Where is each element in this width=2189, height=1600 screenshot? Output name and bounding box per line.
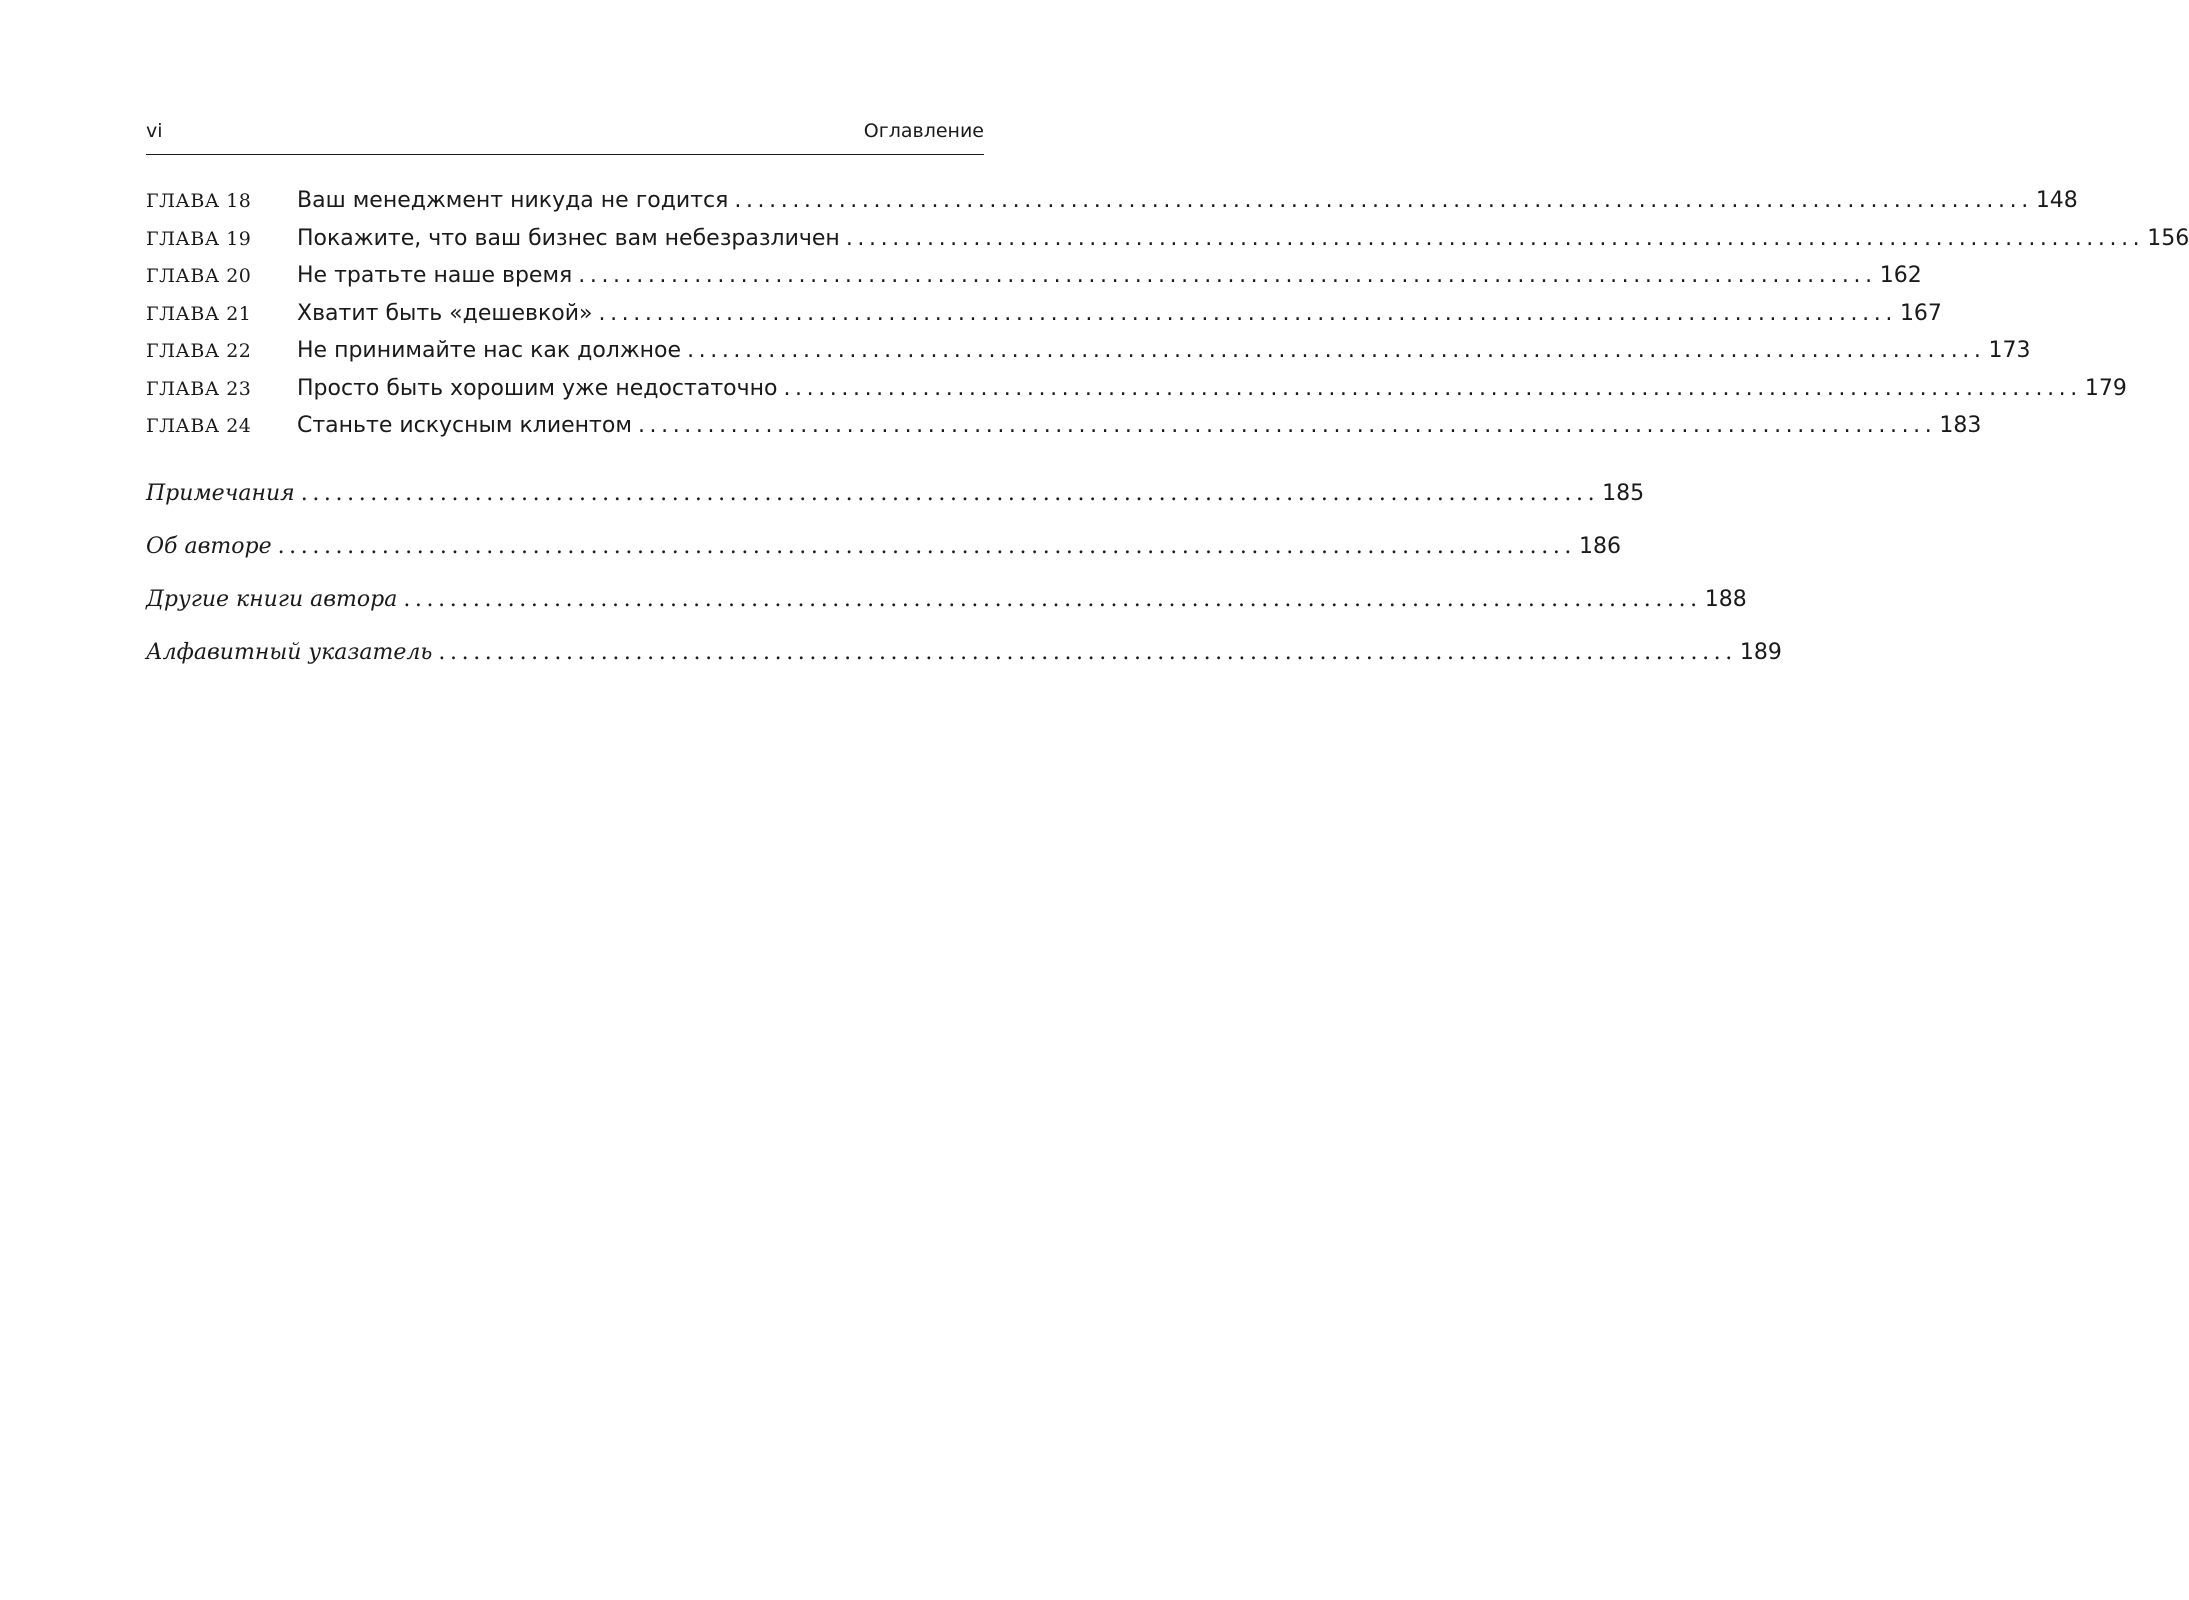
dot-leader: ................................................................................................................ bbox=[845, 225, 2145, 251]
chapter-title: Не тратьте наше время bbox=[297, 263, 573, 288]
toc-entry-chapter-18[interactable] bbox=[146, 184, 2078, 222]
dot-leader: ................................................................................................................ bbox=[277, 534, 1577, 559]
back-matter-page: 189 bbox=[1739, 640, 1782, 665]
chapter-title: Хватит быть «дешевкой» bbox=[297, 300, 593, 326]
toc-entry-chapter-21[interactable] bbox=[146, 297, 1942, 335]
chapter-label: ГЛАВА 24 bbox=[146, 415, 252, 437]
back-matter-page: 186 bbox=[1579, 534, 1622, 559]
chapter-label: ГЛАВА 21 bbox=[146, 302, 252, 325]
chapter-title: Просто быть хорошим уже недостаточно bbox=[297, 375, 778, 401]
toc-entry-chapter-20[interactable] bbox=[146, 259, 1922, 297]
chapter-title: Не принимайте нас как должное bbox=[297, 338, 682, 363]
chapter-page: 173 bbox=[1988, 338, 2031, 363]
dot-leader: ................................................................................................................ bbox=[687, 338, 1986, 363]
chapter-page: 183 bbox=[1939, 413, 1982, 438]
toc-entry-index[interactable] bbox=[146, 635, 1782, 688]
chapter-title: Станьте искусным клиентом bbox=[297, 413, 632, 438]
chapter-title: Ваш менеджмент никуда не годится bbox=[297, 188, 729, 213]
running-head bbox=[146, 116, 984, 154]
dot-leader: ................................................................................................................ bbox=[598, 300, 1897, 326]
chapter-label: ГЛАВА 23 bbox=[146, 377, 252, 400]
back-matter-title: Об авторе bbox=[146, 534, 272, 559]
chapter-label: ГЛАВА 18 bbox=[146, 190, 252, 212]
dot-leader: ................................................................................................................ bbox=[783, 375, 2082, 401]
dot-leader: ................................................................................................................ bbox=[637, 413, 1937, 438]
back-matter-title: Алфавитный указатель bbox=[146, 640, 433, 665]
dot-leader: ................................................................................................................ bbox=[403, 587, 1702, 612]
toc-entry-chapter-24[interactable] bbox=[146, 409, 1982, 447]
chapter-page: 156 bbox=[2147, 225, 2189, 251]
toc-entry-about-author[interactable] bbox=[146, 529, 1622, 582]
dot-leader: ................................................................................................................ bbox=[578, 263, 1877, 288]
back-matter-page: 188 bbox=[1704, 587, 1747, 612]
back-matter-page: 185 bbox=[1602, 481, 1645, 506]
toc-entry-chapter-22[interactable] bbox=[146, 334, 2031, 372]
chapter-label: ГЛАВА 20 bbox=[146, 265, 252, 287]
back-matter-list bbox=[146, 476, 1782, 688]
dot-leader: ................................................................................................................ bbox=[734, 188, 2033, 213]
chapter-page: 179 bbox=[2084, 375, 2127, 401]
toc-entry-chapter-23[interactable] bbox=[146, 372, 2127, 410]
toc-entry-notes[interactable] bbox=[146, 476, 1645, 529]
dot-leader: ................................................................................................................ bbox=[438, 640, 1737, 665]
chapter-page: 148 bbox=[2035, 188, 2078, 213]
toc-entry-chapter-19[interactable] bbox=[146, 222, 2189, 260]
chapter-page: 167 bbox=[1899, 300, 1942, 326]
chapter-title: Покажите, что ваш бизнес вам небезразличен bbox=[297, 225, 840, 251]
section-title: Оглавление bbox=[863, 120, 984, 142]
header-rule bbox=[146, 154, 984, 155]
chapter-page: 162 bbox=[1879, 263, 1922, 288]
page-number: vi bbox=[146, 120, 163, 142]
back-matter-title: Примечания bbox=[146, 481, 295, 506]
back-matter-title: Другие книги автора bbox=[146, 587, 398, 612]
dot-leader: ................................................................................................................ bbox=[300, 481, 1600, 506]
toc-entry-other-books[interactable] bbox=[146, 582, 1747, 635]
chapter-label: ГЛАВА 22 bbox=[146, 340, 252, 362]
chapter-label: ГЛАВА 19 bbox=[146, 227, 252, 250]
table-of-contents bbox=[146, 184, 2189, 447]
